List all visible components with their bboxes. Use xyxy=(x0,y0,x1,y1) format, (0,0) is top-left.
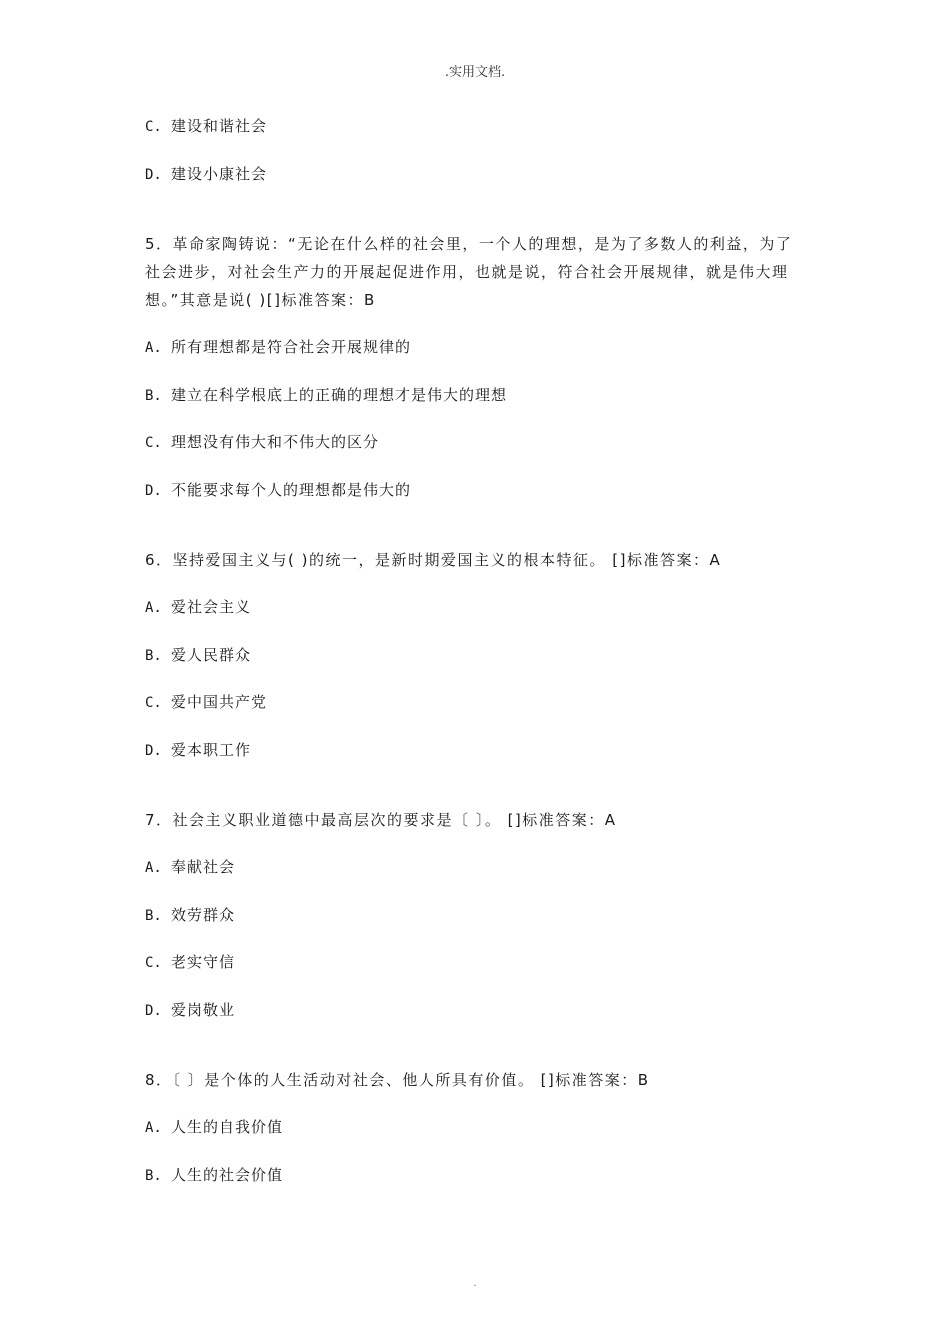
question-text-line: 8．〔 〕是个体的人生活动对社会、他人所具有价值。 []标准答案：B xyxy=(145,1070,650,1089)
question-8 xyxy=(145,1066,815,1094)
option-text: 建设小康社会 xyxy=(171,164,268,183)
page-footer: . xyxy=(473,1278,477,1289)
question-7 xyxy=(145,806,815,834)
option-letter: B. xyxy=(145,647,162,664)
option-letter: C. xyxy=(145,955,162,971)
option-item xyxy=(145,996,815,1024)
option-text: 老实守信 xyxy=(171,953,236,971)
option-letter: A. xyxy=(145,860,162,876)
option-letter: C. xyxy=(145,695,162,711)
option-text: 建立在科学根底上的正确的理想才是伟大的理想 xyxy=(171,385,508,404)
question-text-line: 5．革命家陶铸说：“无论在什么样的社会里，一个人的理想，是为了多数人的利益，为了 xyxy=(145,234,793,253)
option-letter: D. xyxy=(145,166,162,183)
option-text: 所有理想都是符合社会开展规律的 xyxy=(171,338,412,356)
option-item xyxy=(145,476,815,504)
option-item xyxy=(145,948,815,976)
question-text-line: 6．坚持爱国主义与( )的统一，是新时期爱国主义的根本特征。 []标准答案：A xyxy=(145,550,722,569)
option-letter: A. xyxy=(145,1120,162,1136)
option-item xyxy=(145,160,815,188)
option-text: 效劳群众 xyxy=(171,905,236,924)
question-text-line: 社会进步，对社会生产力的开展起促进作用，也就是说，符合社会开展规律，就是伟大理 xyxy=(145,262,789,281)
option-text: 理想没有伟大和不伟大的区分 xyxy=(171,433,380,451)
option-text: 爱本职工作 xyxy=(171,740,252,759)
question-5 xyxy=(145,230,815,314)
question-text-line: 想。”其意是说( )[]标准答案：B xyxy=(145,290,376,309)
option-letter: C. xyxy=(145,435,162,451)
option-item xyxy=(145,1161,815,1189)
option-letter: C. xyxy=(145,119,162,135)
document-body xyxy=(145,112,815,1208)
option-text: 爱中国共产党 xyxy=(171,693,268,711)
option-text: 建设和谐社会 xyxy=(171,117,268,135)
option-item xyxy=(145,853,815,881)
option-text: 爱岗敬业 xyxy=(171,1000,236,1019)
option-item xyxy=(145,333,815,361)
option-item xyxy=(145,381,815,409)
question-6 xyxy=(145,546,815,574)
option-text: 不能要求每个人的理想都是伟大的 xyxy=(171,480,412,499)
option-letter: D. xyxy=(145,482,162,499)
option-item xyxy=(145,1113,815,1141)
option-letter: B. xyxy=(145,387,162,404)
option-letter: D. xyxy=(145,742,162,759)
option-letter: A. xyxy=(145,340,162,356)
question-text-line: 7．社会主义职业道德中最高层次的要求是〔 〕。 []标准答案：A xyxy=(145,810,617,829)
option-item xyxy=(145,593,815,621)
option-item xyxy=(145,901,815,929)
option-item xyxy=(145,428,815,456)
option-item xyxy=(145,112,815,140)
option-letter: D. xyxy=(145,1002,162,1019)
option-text: 人生的自我价值 xyxy=(171,1118,284,1136)
option-text: 奉献社会 xyxy=(171,858,236,876)
option-letter: A. xyxy=(145,600,162,616)
option-letter: B. xyxy=(145,907,162,924)
page-header: .实用文档. xyxy=(444,65,506,80)
option-text: 爱人民群众 xyxy=(171,645,252,664)
option-item xyxy=(145,736,815,764)
option-text: 人生的社会价值 xyxy=(171,1165,284,1184)
option-text: 爱社会主义 xyxy=(171,598,252,616)
option-letter: B. xyxy=(145,1167,162,1184)
option-item xyxy=(145,641,815,669)
option-item xyxy=(145,688,815,716)
